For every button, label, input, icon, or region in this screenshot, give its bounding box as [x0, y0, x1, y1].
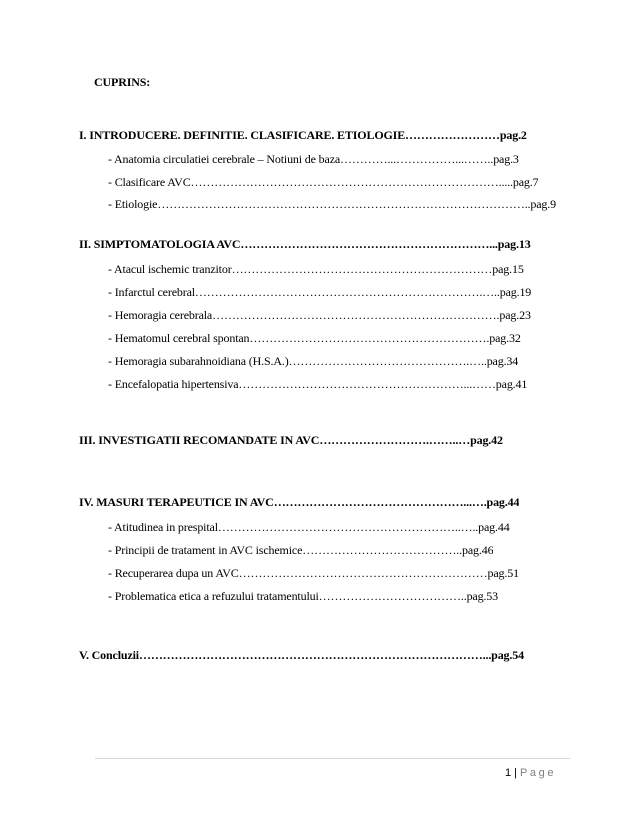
- toc-section-5: V. Concluzii……………………………………………………………………………...pag.54: [79, 648, 524, 662]
- toc-entry: - Hemoragia subarahnoidiana (H.S.A.)……………………………………….…..pag.34: [108, 354, 519, 368]
- toc-entry: - Recuperarea dupa un AVC………………………………………………………pag.51: [108, 566, 519, 580]
- toc-entry: - Atitudinea in prespital……………………………………………………..…..pag.44: [108, 520, 510, 534]
- toc-entry: - Infarctul cerebral……………………………………………………………….…..pag.19: [108, 285, 532, 299]
- toc-title: CUPRINS:: [94, 75, 151, 89]
- page-footer: [505, 766, 556, 780]
- toc-entry: - Encefalopatia hipertensiva…………………………………………………...……pag.41: [108, 377, 528, 391]
- toc-entry: - Hematomul cerebral spontan…………………………………………………….pag.32: [108, 331, 521, 345]
- page-number: 1: [505, 767, 512, 779]
- footer-divider: [95, 758, 570, 759]
- toc-section-3: III. INVESTIGATII RECOMANDATE IN AVC……………………….……..…pag.42: [79, 433, 503, 447]
- toc-entry: - Hemoragia cerebrala……………………………………………………………….pag.23: [108, 308, 531, 322]
- page-label: Page: [519, 767, 557, 779]
- toc-section-1: I. INTRODUCERE. DEFINITIE. CLASIFICARE. ETIOLOGIE……………………pag.2: [79, 128, 527, 142]
- toc-entry: - Clasificare AVC…………………………………………………………………….....pag.7: [108, 175, 539, 189]
- toc-section-2: II. SIMPTOMATOLOGIA AVC………………………………………………………...pag.13: [79, 237, 531, 251]
- toc-entry: - Atacul ischemic tranzitor…………………………………………………………pag.15: [108, 262, 524, 276]
- toc-entry: - Problematica etica a refuzului tratamentului………………………………..pag.53: [108, 589, 498, 603]
- toc-entry: - Principii de tratament in AVC ischemice…………………………………..pag.46: [108, 543, 494, 557]
- toc-entry: - Etiologie…………………………………………………………………………………..pag.9: [108, 197, 556, 211]
- toc-entry: - Anatomia circulatiei cerebrale – Notiuni de baza…………...……………...……..pag.3: [108, 152, 519, 166]
- footer-separator: |: [514, 767, 517, 779]
- toc-section-4: IV. MASURI TERAPEUTICE IN AVC…………………………………………...….pag.44: [79, 495, 520, 509]
